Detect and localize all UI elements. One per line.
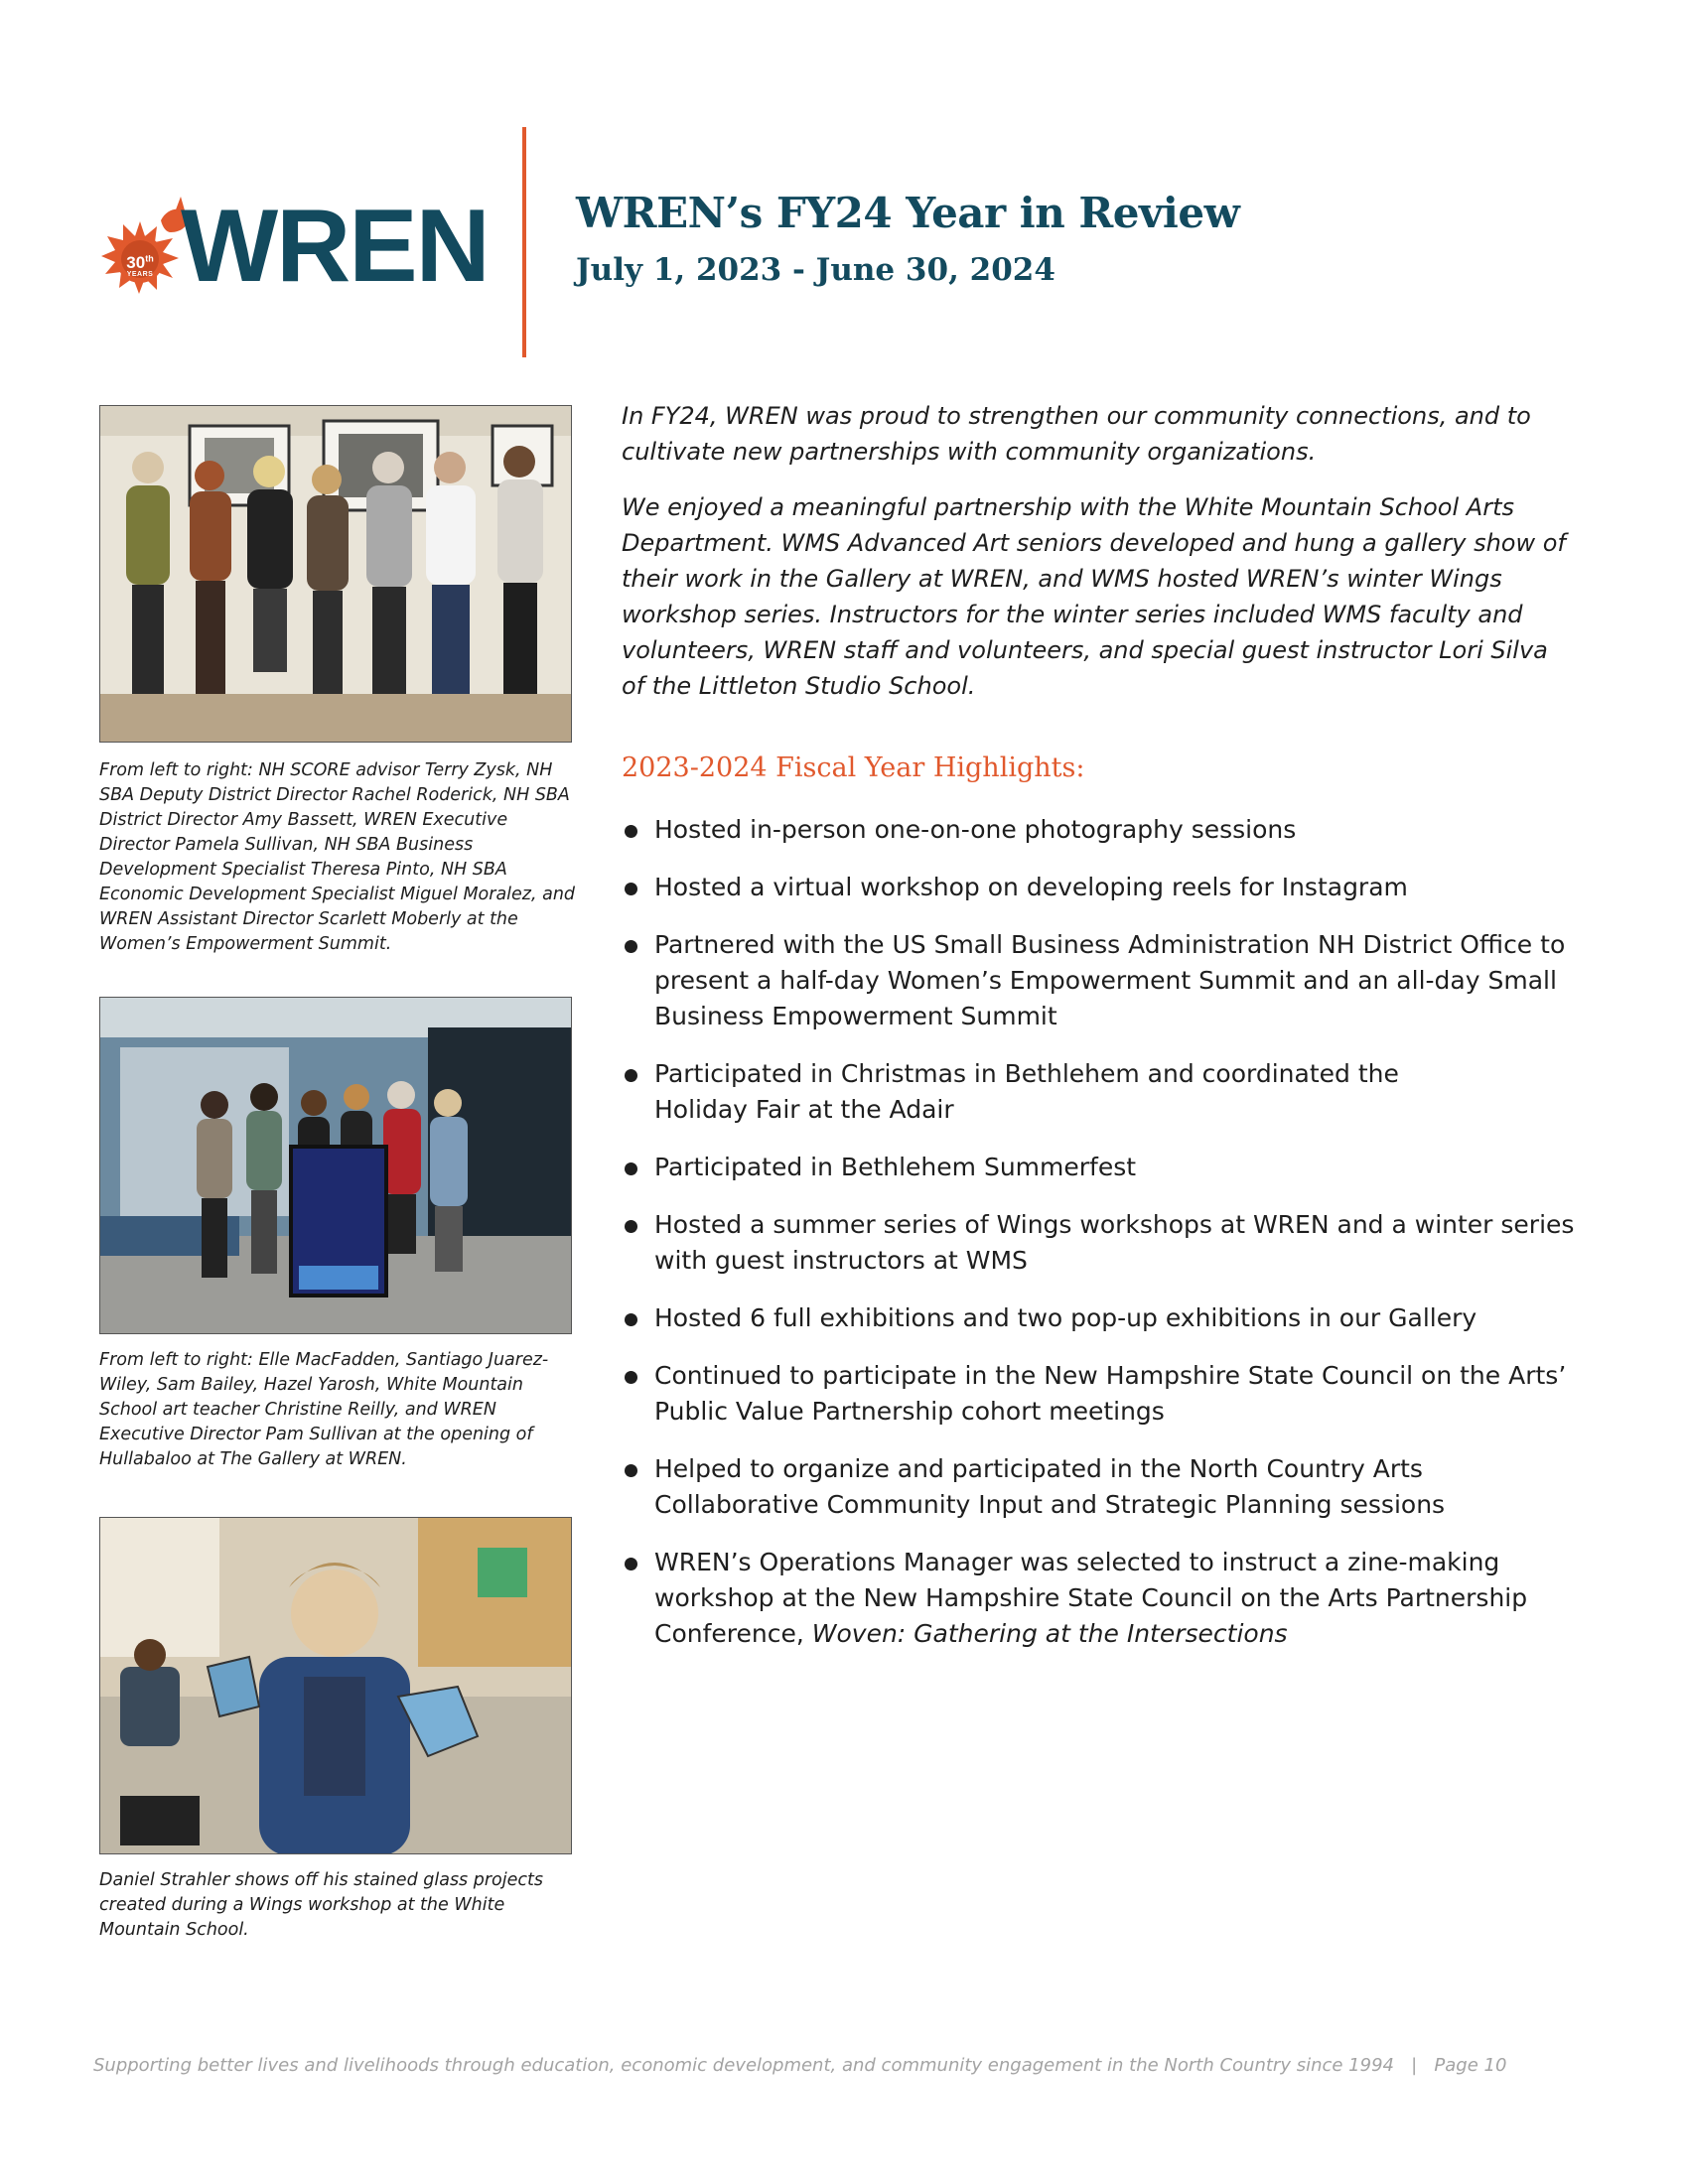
list-item: Hosted in-person one-on-one photography sessions [622, 812, 1595, 848]
stained-glass-student-photo-image [99, 1517, 572, 1854]
list-item: Helped to organize and participated in the North Country Arts Collaborative Community Input and Strategic Planning sessions [622, 1451, 1595, 1523]
group-photo-image [99, 405, 572, 743]
header-divider [522, 127, 526, 357]
list-item: Continued to participate in the New Hampshire State Council on the Arts’ Public Value Partnership cohort meetings [622, 1358, 1595, 1430]
page-footer [93, 2055, 1593, 2076]
highlights-list [622, 812, 1595, 1674]
list-item: WREN’s Operations Manager was selected to instruct a zine-making workshop at the New Hampshire State Council on the Arts Partnership Conference, Woven: Gathering at the Intersections [622, 1545, 1595, 1652]
highlights-heading: 2023-2024 Fiscal Year Highlights: [622, 752, 1085, 783]
intro-paragraph-2: We enjoyed a meaningful partnership with the White Mountain School Arts Department. WMS Advanced Art seniors developed and hung a gallery show of their work in the Gallery at WREN, and WMS hosted WREN’s winter Wings workshop series. Instructors for the winter series included WMS faculty and volunteers, WREN staff and volunteers, and special guest instructor Lori Silva of the Littleton Studio School. [622, 493, 1566, 700]
footer-tagline: Supporting better lives and livelihoods through education, economic development, and community engagement in the North Country since 1994 [93, 2055, 1394, 2076]
list-item: Partnered with the US Small Business Administration NH District Office to present a half-day Women’s Empowerment Summit and an all-day Small Business Empowerment Summit [622, 927, 1595, 1034]
photo-caption-3: Daniel Strahler shows off his stained glass projects created during a Wings workshop at the White Mountain School. [99, 1870, 543, 1940]
list-item: Hosted 6 full exhibitions and two pop-up exhibitions in our Gallery [622, 1300, 1595, 1336]
wren-logo [75, 167, 489, 306]
page-subtitle: July 1, 2023 - June 30, 2024 [576, 252, 1055, 288]
page-number: Page 10 [1434, 2055, 1507, 2076]
photo-caption-1: From left to right: NH SCORE advisor Terry Zysk, NH SBA Deputy District Director Rachel Roderick, NH SBA District Director Amy Bassett, WREN Executive Director Pamela Sullivan, NH SBA Business Development Specialist Theresa Pinto, NH SBA Economic Development Specialist Miguel Moralez, and WREN Assistant Director Scarlett Moberly at the Women’s Empowerment Summit. [99, 760, 576, 954]
list-item: Participated in Christmas in Bethlehem and coordinated the Holiday Fair at the Adair [622, 1056, 1595, 1128]
logo-wordmark: WREN [181, 189, 489, 304]
list-item: Participated in Bethlehem Summerfest [622, 1150, 1595, 1185]
anniversary-badge: 30th YEARS [126, 253, 154, 278]
list-item: Hosted a virtual workshop on developing reels for Instagram [622, 870, 1595, 905]
footer-separator: | [1411, 2055, 1418, 2076]
photo-caption-2: From left to right: Elle MacFadden, Santiago Juarez-Wiley, Sam Bailey, Hazel Yarosh, White Mountain School art teacher Christine Reilly, and WREN Executive Director Pam Sullivan at the opening of Hullabaloo at The Gallery at WREN. [99, 1350, 549, 1469]
gallery-opening-photo-image [99, 997, 572, 1334]
list-item: Hosted a summer series of Wings workshops at WREN and a winter series with guest instructors at WMS [622, 1207, 1595, 1279]
intro-paragraph-1: In FY24, WREN was proud to strengthen our community connections, and to cultivate new partnerships with community organizations. [622, 402, 1531, 466]
page-title: WREN’s FY24 Year in Review [576, 189, 1240, 237]
